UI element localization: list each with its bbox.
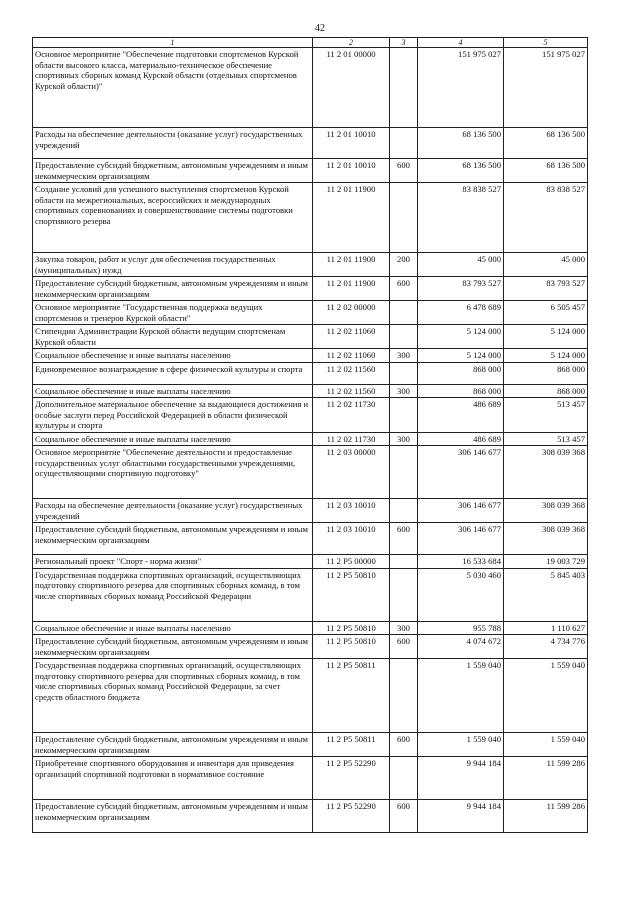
table-row (33, 757, 588, 800)
row-name-cell: Расходы на обеспечение деятельности (оказание услуг) государственных учреждений (33, 128, 313, 159)
row-value-2-cell: 5 124 000 (504, 349, 588, 363)
row-type-cell: 300 (390, 621, 418, 635)
row-type-cell (390, 499, 418, 523)
page-number: 42 (315, 23, 325, 34)
row-value-2-cell: 868 000 (504, 384, 588, 398)
row-value-2-cell: 6 505 457 (504, 301, 588, 325)
row-code-cell: 11 2 P5 50811 (313, 659, 390, 733)
table-row (33, 621, 588, 635)
row-code-cell: 11 2 P5 50810 (313, 635, 390, 659)
row-value-1-cell: 16 533 684 (418, 555, 504, 569)
row-type-cell: 300 (390, 432, 418, 446)
row-value-1-cell: 9 944 184 (418, 757, 504, 800)
table-row (33, 277, 588, 301)
table-row (33, 325, 588, 349)
header-cell-name: 1 (33, 38, 313, 48)
table-row (33, 128, 588, 159)
row-value-1-cell: 486 689 (418, 398, 504, 433)
table-row (33, 446, 588, 499)
row-code-cell: 11 2 02 11560 (313, 362, 390, 384)
row-name-cell: Закупка товаров, работ и услуг для обеспечения государственных (муниципальных) нужд (33, 253, 313, 277)
row-value-1-cell: 83 838 527 (418, 183, 504, 253)
table-row (33, 301, 588, 325)
row-code-cell: 11 2 02 11730 (313, 432, 390, 446)
row-value-2-cell: 5 845 403 (504, 568, 588, 621)
row-type-cell (390, 128, 418, 159)
table-row (33, 635, 588, 659)
row-name-cell: Социальное обеспечение и иные выплаты населению (33, 432, 313, 446)
row-name-cell: Предоставление субсидий бюджетным, автономным учреждениям и иным некоммерческим организациям (33, 800, 313, 833)
row-name-cell: Предоставление субсидий бюджетным, автономным учреждениям и иным некоммерческим организациям (33, 523, 313, 555)
row-type-cell (390, 183, 418, 253)
row-code-cell: 11 2 03 10010 (313, 499, 390, 523)
row-name-cell: Региональный проект "Спорт - норма жизни" (33, 555, 313, 569)
table-row (33, 432, 588, 446)
row-name-cell: Предоставление субсидий бюджетным, автономным учреждениям и иным некоммерческим организациям (33, 635, 313, 659)
row-code-cell: 11 2 P5 00000 (313, 555, 390, 569)
row-value-2-cell: 1 559 040 (504, 733, 588, 757)
row-code-cell: 11 2 02 11560 (313, 384, 390, 398)
row-value-1-cell: 306 146 677 (418, 499, 504, 523)
row-type-cell (390, 48, 418, 128)
row-value-2-cell: 1 559 040 (504, 659, 588, 733)
table-row (33, 183, 588, 253)
table-row (33, 253, 588, 277)
row-value-1-cell: 955 788 (418, 621, 504, 635)
row-value-2-cell: 513 457 (504, 432, 588, 446)
table-row (33, 800, 588, 833)
table-row (33, 555, 588, 569)
row-code-cell: 11 2 01 11900 (313, 183, 390, 253)
row-name-cell: Расходы на обеспечение деятельности (оказание услуг) государственных учреждений (33, 499, 313, 523)
row-name-cell: Основное мероприятие "Государственная поддержка ведущих спортсменов и тренеров Курской области" (33, 301, 313, 325)
row-value-1-cell: 5 030 460 (418, 568, 504, 621)
row-name-cell: Дополнительное материальное обеспечение за выдающиеся достижения и особые заслуги перед Российской Федерацией в области физической культуры и спорта (33, 398, 313, 433)
row-value-1-cell: 45 000 (418, 253, 504, 277)
row-value-2-cell: 151 975 027 (504, 48, 588, 128)
row-value-1-cell: 5 124 000 (418, 349, 504, 363)
row-value-2-cell: 868 000 (504, 362, 588, 384)
header-cell-type: 3 (390, 38, 418, 48)
table-row (33, 659, 588, 733)
row-value-1-cell: 68 136 500 (418, 128, 504, 159)
row-code-cell: 11 2 03 00000 (313, 446, 390, 499)
row-type-cell: 600 (390, 635, 418, 659)
row-type-cell: 300 (390, 384, 418, 398)
row-value-2-cell: 308 039 368 (504, 446, 588, 499)
row-value-2-cell: 308 039 368 (504, 523, 588, 555)
row-type-cell (390, 362, 418, 384)
row-value-2-cell: 68 136 500 (504, 128, 588, 159)
row-type-cell: 600 (390, 159, 418, 183)
row-name-cell: Социальное обеспечение и иные выплаты населению (33, 384, 313, 398)
row-type-cell (390, 555, 418, 569)
row-name-cell: Основное мероприятие "Обеспечение подготовки спортсменов Курской области высокого класса, материально-техническое обеспечение спортивных сборных команд Курской области (отдельных спортсменов Курской области)" (33, 48, 313, 128)
row-type-cell: 600 (390, 277, 418, 301)
row-code-cell: 11 2 P5 52290 (313, 800, 390, 833)
row-code-cell: 11 2 P5 50810 (313, 621, 390, 635)
row-value-2-cell: 4 734 776 (504, 635, 588, 659)
row-value-2-cell: 513 457 (504, 398, 588, 433)
row-code-cell: 11 2 P5 50810 (313, 568, 390, 621)
row-value-1-cell: 306 146 677 (418, 446, 504, 499)
row-type-cell: 600 (390, 800, 418, 833)
row-value-1-cell: 151 975 027 (418, 48, 504, 128)
row-name-cell: Государственная поддержка спортивных организаций, осуществляющих подготовку спортивного резерва для спортивных сборных команд, в том числе спортивных сборных команд Российской Федерации, за счет средств областного бюджета (33, 659, 313, 733)
row-name-cell: Основное мероприятие "Обеспечение деятельности и предоставление государственных услуг областными государственными учреждениями, осуществляющими спортивную подготовку" (33, 446, 313, 499)
row-type-cell: 200 (390, 253, 418, 277)
row-value-2-cell: 45 000 (504, 253, 588, 277)
row-code-cell: 11 2 03 10010 (313, 523, 390, 555)
table-row (33, 398, 588, 433)
row-name-cell: Создание условий для успешного выступления спортсменов Курской области на межрегиональных, всероссийских и международных спортивных соревнованиях и совершенствование системы подготовки спортивного резерва (33, 183, 313, 253)
row-value-2-cell: 19 003 729 (504, 555, 588, 569)
row-code-cell: 11 2 01 10010 (313, 128, 390, 159)
table-row (33, 499, 588, 523)
row-value-1-cell: 4 074 672 (418, 635, 504, 659)
table-row (33, 349, 588, 363)
row-value-1-cell: 68 136 500 (418, 159, 504, 183)
row-value-2-cell: 11 599 286 (504, 800, 588, 833)
row-value-1-cell: 868 000 (418, 384, 504, 398)
table-row (33, 159, 588, 183)
row-code-cell: 11 2 01 11900 (313, 253, 390, 277)
row-name-cell: Государственная поддержка спортивных организаций, осуществляющих подготовку спортивного резерва для спортивных сборных команд, в том числе спортивных сборных команд Российской Федерации (33, 568, 313, 621)
table-row (33, 568, 588, 621)
header-cell-value-1: 4 (418, 38, 504, 48)
row-value-2-cell: 83 838 527 (504, 183, 588, 253)
table-row (33, 523, 588, 555)
row-value-1-cell: 868 000 (418, 362, 504, 384)
row-type-cell (390, 446, 418, 499)
row-type-cell (390, 325, 418, 349)
row-value-2-cell: 1 110 627 (504, 621, 588, 635)
row-value-2-cell: 308 039 368 (504, 499, 588, 523)
row-name-cell: Предоставление субсидий бюджетным, автономным учреждениям и иным некоммерческим организациям (33, 277, 313, 301)
row-code-cell: 11 2 01 11900 (313, 277, 390, 301)
header-cell-code: 2 (313, 38, 390, 48)
row-name-cell: Социальное обеспечение и иные выплаты населению (33, 621, 313, 635)
row-value-2-cell: 11 599 286 (504, 757, 588, 800)
row-type-cell (390, 757, 418, 800)
row-name-cell: Единовременное вознаграждение в сфере физической культуры и спорта (33, 362, 313, 384)
table-row (33, 48, 588, 128)
row-value-1-cell: 83 793 527 (418, 277, 504, 301)
row-code-cell: 11 2 P5 50811 (313, 733, 390, 757)
row-value-1-cell: 1 559 040 (418, 733, 504, 757)
table-row (33, 733, 588, 757)
row-type-cell: 600 (390, 523, 418, 555)
table-row (33, 384, 588, 398)
row-value-1-cell: 6 478 689 (418, 301, 504, 325)
row-value-1-cell: 5 124 000 (418, 325, 504, 349)
row-name-cell: Социальное обеспечение и иные выплаты населению (33, 349, 313, 363)
row-type-cell (390, 659, 418, 733)
row-value-2-cell: 5 124 000 (504, 325, 588, 349)
row-type-cell (390, 301, 418, 325)
row-value-2-cell: 83 793 527 (504, 277, 588, 301)
row-code-cell: 11 2 02 11060 (313, 349, 390, 363)
row-code-cell: 11 2 02 00000 (313, 301, 390, 325)
row-value-2-cell: 68 136 500 (504, 159, 588, 183)
header-cell-value-2: 5 (504, 38, 588, 48)
row-name-cell: Стипендии Администрации Курской области ведущим спортсменам Курской области (33, 325, 313, 349)
row-name-cell: Приобретение спортивного оборудования и инвентаря для приведения организаций спортивной подготовки в нормативное состояние (33, 757, 313, 800)
row-name-cell: Предоставление субсидий бюджетным, автономным учреждениям и иным некоммерческим организациям (33, 733, 313, 757)
row-value-1-cell: 486 689 (418, 432, 504, 446)
table-row (33, 362, 588, 384)
row-type-cell: 600 (390, 733, 418, 757)
header-row (33, 38, 588, 48)
row-code-cell: 11 2 02 11730 (313, 398, 390, 433)
row-name-cell: Предоставление субсидий бюджетным, автономным учреждениям и иным некоммерческим организациям (33, 159, 313, 183)
row-value-1-cell: 1 559 040 (418, 659, 504, 733)
row-code-cell: 11 2 02 11060 (313, 325, 390, 349)
row-value-1-cell: 9 944 184 (418, 800, 504, 833)
row-code-cell: 11 2 01 10010 (313, 159, 390, 183)
budget-table (32, 37, 588, 833)
row-code-cell: 11 2 P5 52290 (313, 757, 390, 800)
row-type-cell (390, 398, 418, 433)
row-type-cell: 300 (390, 349, 418, 363)
row-value-1-cell: 306 146 677 (418, 523, 504, 555)
row-type-cell (390, 568, 418, 621)
row-code-cell: 11 2 01 00000 (313, 48, 390, 128)
